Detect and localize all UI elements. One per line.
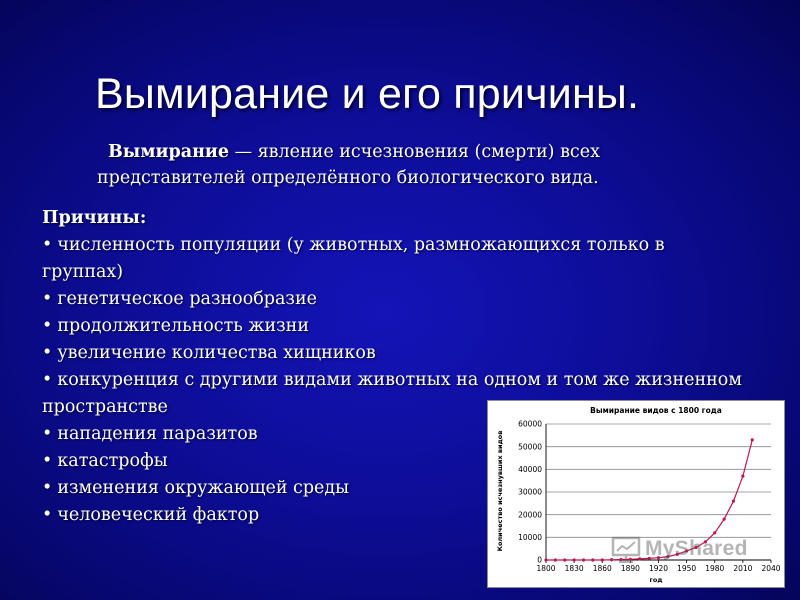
data-point: [713, 531, 716, 534]
definition-line-2: представителей определённого биологического вида.: [97, 168, 599, 188]
presentation-board-icon: [610, 535, 642, 563]
x-tick-label: 1980: [705, 564, 725, 573]
bullet-icon: •: [42, 289, 53, 309]
causes-heading: Причины:: [42, 208, 147, 228]
y-tick-label: 0: [537, 555, 542, 565]
cause-item: [42, 313, 742, 340]
bullet-icon: •: [42, 424, 53, 444]
cause-text: человеческий фактор: [57, 505, 260, 525]
slide-title: Вымирание и его причины.: [95, 70, 640, 118]
bullet-icon: •: [42, 343, 53, 363]
data-point: [751, 438, 754, 441]
data-point: [582, 558, 585, 561]
x-tick-label: 1950: [677, 564, 697, 573]
cause-item: [42, 232, 742, 286]
x-tick-label: 1860: [592, 564, 612, 573]
bullet-icon: •: [42, 370, 53, 390]
cause-text: катастрофы: [57, 451, 168, 471]
y-axis-label: Количество исчезнувших видов: [496, 430, 504, 552]
data-point: [563, 558, 566, 561]
y-tick-label: 40000: [518, 464, 542, 474]
watermark-text: MyShared: [645, 537, 748, 560]
cause-text: численность популяции (у животных, размножающихся только в группах): [42, 235, 665, 282]
y-tick-label: 20000: [518, 510, 542, 520]
definition-line-1: [97, 139, 737, 165]
bullet-icon: •: [42, 316, 53, 336]
cause-item: [42, 340, 742, 367]
data-point: [591, 558, 594, 561]
x-tick-label: 2010: [733, 564, 753, 573]
y-tick-label: 50000: [518, 442, 542, 452]
definition-paragraph: [97, 139, 737, 191]
data-point: [554, 558, 557, 561]
cause-text: генетическое разнообразие: [57, 289, 317, 309]
y-tick-label: 60000: [518, 419, 542, 429]
cause-text: продолжительность жизни: [57, 316, 310, 336]
x-tick-label: 1890: [620, 564, 640, 573]
data-point: [723, 518, 726, 521]
cause-text: изменения окружающей среды: [57, 478, 350, 498]
bullet-icon: •: [42, 505, 53, 525]
y-tick-label: 30000: [518, 487, 542, 497]
chart-title: Вымирание видов с 1800 года: [590, 406, 722, 415]
data-point: [601, 558, 604, 561]
x-tick-label: 1800: [536, 564, 556, 573]
bullet-icon: •: [42, 235, 53, 255]
y-tick-label: 10000: [518, 532, 542, 542]
data-point: [573, 558, 576, 561]
definition-term: Вымирание: [108, 142, 230, 162]
cause-text: конкуренция с другими видами животных на одном и том же жизненном пространстве: [42, 370, 742, 417]
x-tick-label: 2040: [761, 564, 781, 573]
definition-text: — явление исчезновения (смерти) всех: [229, 142, 600, 162]
bullet-icon: •: [42, 451, 53, 471]
x-tick-label: 1920: [648, 564, 669, 573]
cause-item: [42, 286, 742, 313]
cause-text: увеличение количества хищников: [57, 343, 376, 363]
x-axis-label: год: [649, 576, 663, 584]
cause-text: нападения паразитов: [57, 424, 258, 444]
watermark: [610, 535, 748, 563]
bullet-icon: •: [42, 478, 53, 498]
data-point: [544, 558, 547, 561]
data-point: [741, 475, 744, 478]
data-point: [732, 499, 735, 502]
x-tick-label: 1830: [564, 564, 584, 573]
